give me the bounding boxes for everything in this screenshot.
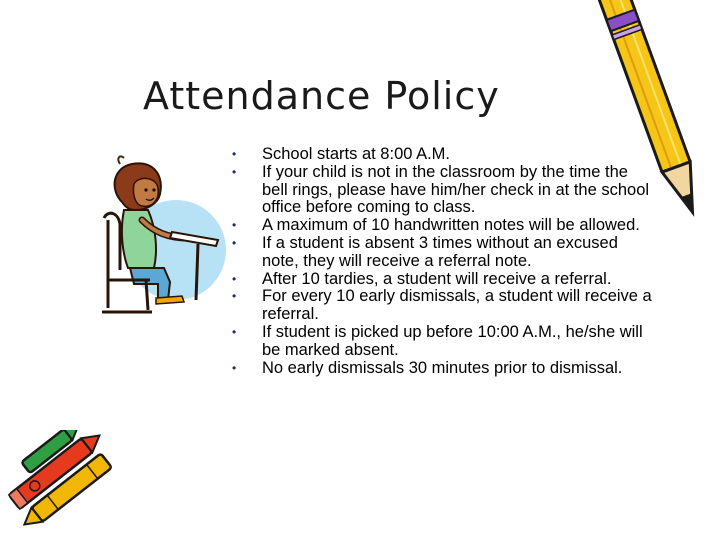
bullet-item: • No early dismissals 30 minutes prior to dismissal. bbox=[232, 358, 623, 377]
bullet-dot-icon: • bbox=[232, 271, 237, 286]
bullet-list bbox=[232, 145, 652, 377]
slide-title: Attendance Policy bbox=[143, 74, 500, 118]
bullet-dot-icon: • bbox=[232, 235, 237, 250]
bullet-dot-icon: • bbox=[232, 289, 237, 304]
crayons-icon bbox=[0, 430, 125, 540]
bullet-item: • School starts at 8:00 A.M. bbox=[232, 145, 451, 163]
bullet-item: • If your child is not in the classroom by the time the bell rings, please have him/her check in at the school office before coming to class. bbox=[232, 162, 650, 217]
bullet-item: • If student is picked up before 10:00 A.M., he/she will be marked absent. bbox=[232, 322, 643, 359]
bullet-dot-icon: • bbox=[232, 360, 237, 375]
bullet-item: • A maximum of 10 handwritten notes will be allowed. bbox=[232, 216, 640, 235]
student-at-desk-icon bbox=[98, 150, 228, 315]
bullet-item: • If a student is absent 3 times without an excused note, they will receive a referral note. bbox=[232, 233, 618, 270]
bullet-dot-icon: • bbox=[232, 147, 237, 161]
bullet-dot-icon: • bbox=[232, 164, 237, 179]
bullet-dot-icon: • bbox=[232, 324, 237, 339]
bullet-item: • For every 10 early dismissals, a student will receive a referral. bbox=[232, 287, 652, 324]
bullet-dot-icon: • bbox=[232, 218, 237, 233]
bullet-item: • After 10 tardies, a student will receive a referral. bbox=[232, 269, 612, 288]
